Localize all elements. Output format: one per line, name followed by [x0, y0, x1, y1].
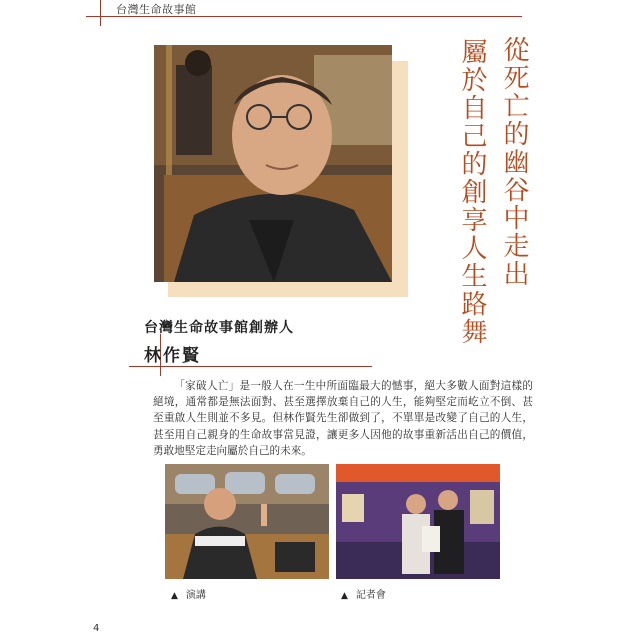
author-role: 台灣生命故事館創辦人 — [144, 320, 294, 336]
triangle-marker-icon: ▲ — [171, 591, 178, 601]
headline-line-1: 從死亡的幽谷中走出 — [499, 36, 529, 288]
photo-caption-text: 記者會 — [355, 590, 386, 601]
running-header-title: 台灣生命故事館 — [116, 3, 197, 16]
page-number: 4 — [93, 623, 100, 634]
photo-caption-text: 演講 — [185, 590, 206, 601]
speech-illustration — [165, 464, 329, 579]
triangle-marker-icon: ▲ — [341, 591, 348, 601]
speech-photo — [165, 464, 329, 579]
press-conference-illustration — [336, 464, 500, 579]
photo-caption-press — [341, 586, 386, 601]
portrait-illustration — [154, 45, 392, 282]
portrait-photo — [154, 45, 392, 282]
author-name: 林作賢 — [144, 346, 201, 366]
author-divider-horizontal — [129, 366, 372, 367]
photo-caption-speech — [171, 586, 206, 601]
header-divider-vertical — [100, 0, 101, 26]
article-body: 「家破人亡」是一般人在一生中所面臨最大的憾事，絕大多數人面對這樣的絕境，通常都是無法面對、甚至選擇放棄自己的人生，能夠堅定而屹立不倒、甚至重啟人生則並不多見。但林作賢先生卻做到了，不單單是改變了自己的人生，甚至用自己親身的生命故事當見證，讓更多人因他的故事重新活出自己的價值，勇敢地堅定走向屬於自己的未來。 — [153, 380, 533, 457]
press-conference-photo — [336, 464, 500, 579]
headline-line-2: 屬於自己的創享人生路舞 — [457, 38, 487, 346]
